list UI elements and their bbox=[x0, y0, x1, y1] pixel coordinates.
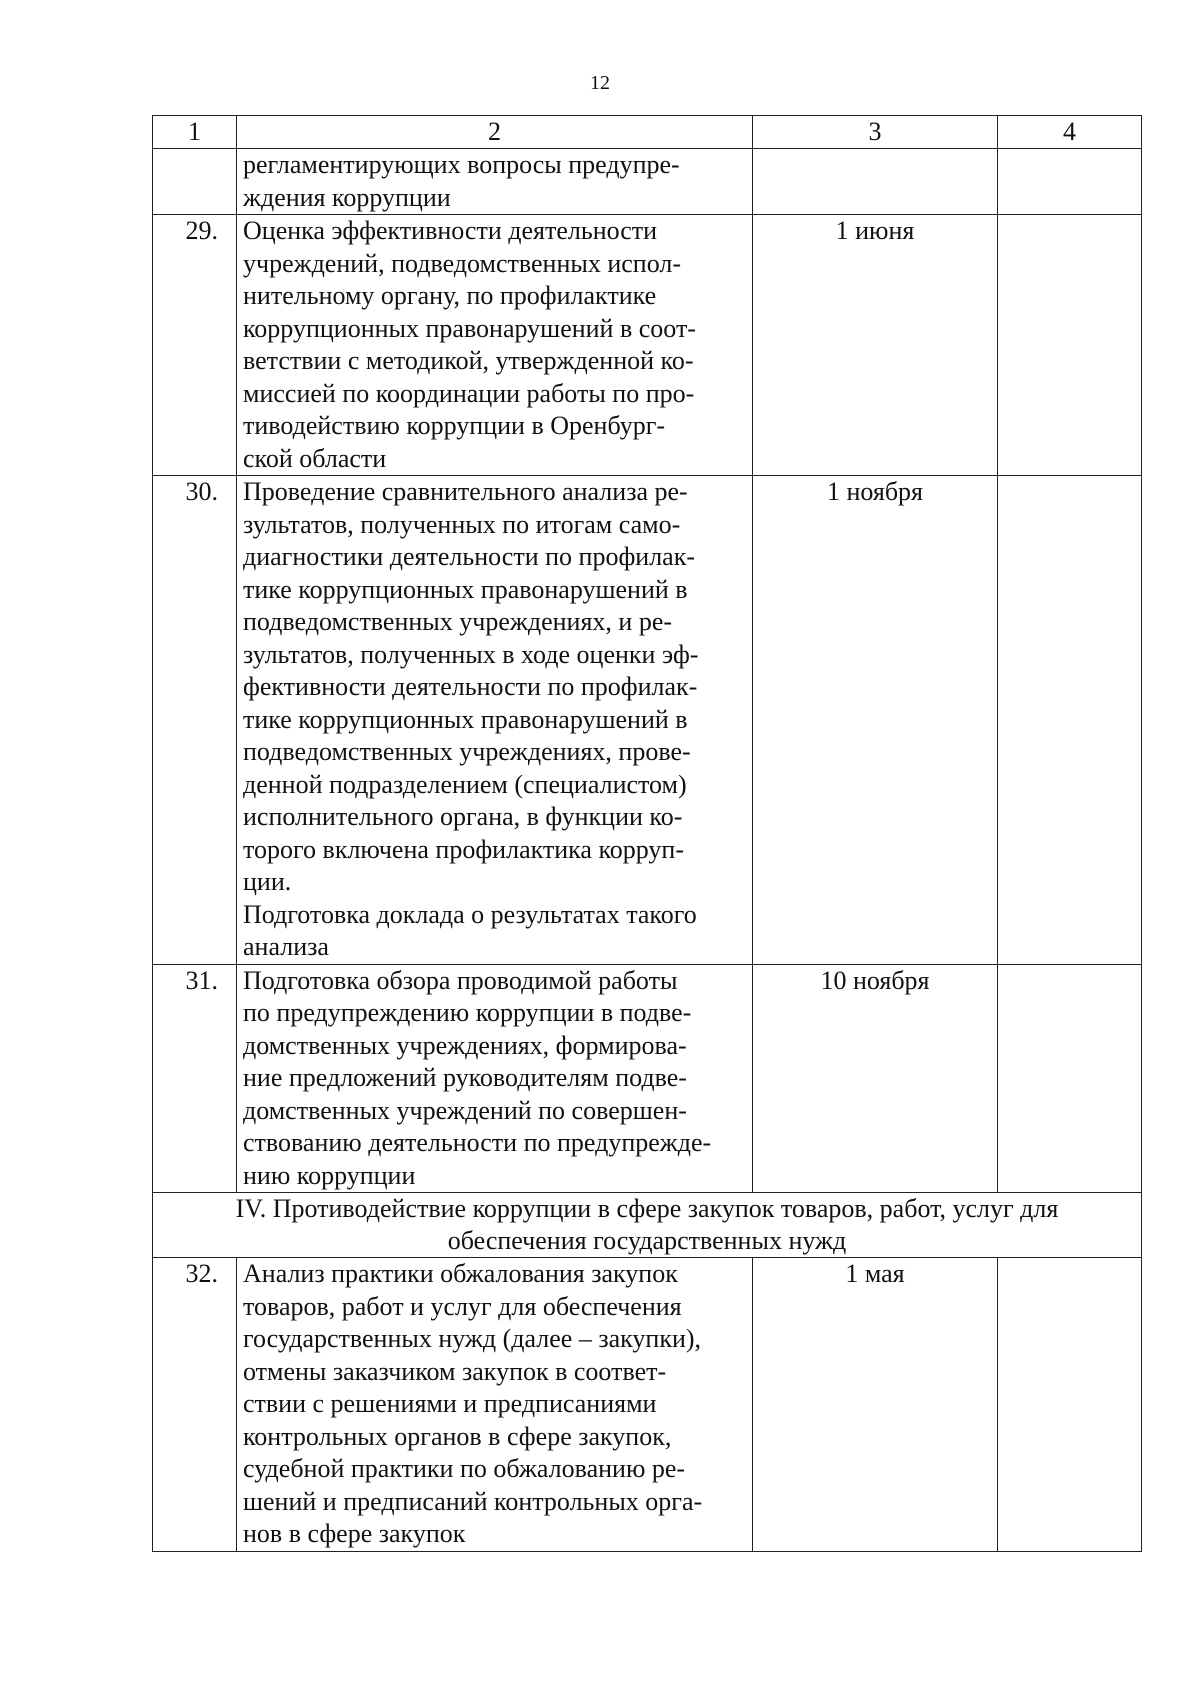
row-number: 32. bbox=[153, 1258, 237, 1552]
row-text-line: тике коррупционных правонарушений в bbox=[243, 574, 688, 604]
row-text-line: Анализ практики обжалования закупок bbox=[243, 1259, 678, 1288]
measures-table bbox=[152, 115, 1142, 1552]
row-date: 10 ноября bbox=[753, 964, 998, 1193]
row-text-line: ствии с решениями и предписаниями bbox=[243, 1389, 657, 1418]
row-text bbox=[237, 964, 753, 1193]
continuation-row bbox=[153, 149, 1142, 215]
row-text bbox=[237, 149, 753, 215]
column-header-4: 4 bbox=[998, 116, 1142, 149]
row-text-line: зультатов, полученных по итогам само- bbox=[243, 509, 681, 539]
row-text-line: тике коррупционных правонарушений в bbox=[243, 704, 688, 734]
row-text-line: анализа bbox=[243, 932, 329, 961]
table-row bbox=[153, 215, 1142, 476]
row-text-line: торого включена профилактика корруп- bbox=[243, 834, 684, 864]
row-text-line: учреждений, подведомственных испол- bbox=[243, 248, 682, 278]
table-row bbox=[153, 964, 1142, 1193]
row-text-line: Подготовка обзора проводимой работы bbox=[243, 965, 678, 995]
row-text-line: Оценка эффективности деятельности bbox=[243, 216, 658, 245]
row-date bbox=[753, 149, 998, 215]
row-text-line: регламентирующих вопросы предупре- bbox=[243, 150, 680, 179]
table-row bbox=[153, 476, 1142, 965]
row-text-line: подведомственных учреждениях, и ре- bbox=[243, 607, 673, 636]
row-note bbox=[998, 476, 1142, 965]
row-text-line: нов в сфере закупок bbox=[243, 1519, 466, 1548]
row-text-line: миссией по координации работы по про- bbox=[243, 378, 695, 408]
row-number: 29. bbox=[153, 215, 237, 476]
row-text bbox=[237, 1258, 753, 1552]
table-row bbox=[153, 1258, 1142, 1552]
row-text-line: зультатов, полученных в ходе оценки эф- bbox=[243, 639, 699, 669]
row-text-line: контрольных органов в сфере закупок, bbox=[243, 1421, 672, 1451]
row-text-line: диагностики деятельности по профилак- bbox=[243, 542, 696, 571]
row-text-line: фективности деятельности по профилак- bbox=[243, 672, 698, 701]
row-text-line: исполнительного органа, в функции ко- bbox=[243, 802, 683, 831]
section-heading-line: обеспечения государственных нужд bbox=[447, 1226, 847, 1255]
row-text-line: тиводействию коррупции в Оренбург- bbox=[243, 411, 666, 440]
row-number: 30. bbox=[153, 476, 237, 965]
row-number: 31. bbox=[153, 964, 237, 1193]
row-text bbox=[237, 476, 753, 965]
row-text-line: Проведение сравнительного анализа ре- bbox=[243, 477, 688, 506]
row-text-line: денной подразделением (специалистом) bbox=[243, 769, 687, 799]
row-text-line: коррупционных правонарушений в соот- bbox=[243, 313, 696, 343]
section-heading-line: IV. Противодействие коррупции в сфере закупок товаров, работ, услуг для bbox=[235, 1194, 1059, 1223]
row-text-line: домственных учреждений по совершен- bbox=[243, 1095, 687, 1125]
row-text bbox=[237, 215, 753, 476]
row-text-line: шений и предписаний контрольных орга- bbox=[243, 1486, 703, 1516]
row-text-line: судебной практики по обжалованию ре- bbox=[243, 1454, 686, 1483]
row-number bbox=[153, 149, 237, 215]
row-date: 1 мая bbox=[753, 1258, 998, 1552]
section-heading bbox=[153, 1193, 1142, 1258]
row-note bbox=[998, 149, 1142, 215]
column-header-3: 3 bbox=[753, 116, 998, 149]
row-text-line: ветствии с методикой, утвержденной ко- bbox=[243, 346, 694, 375]
row-note bbox=[998, 215, 1142, 476]
row-text-line: нительному органу, по профилактике bbox=[243, 281, 657, 310]
row-text-line: ние предложений руководителям подве- bbox=[243, 1063, 687, 1092]
row-date: 1 июня bbox=[753, 215, 998, 476]
row-text-line: Подготовка доклада о результатах такого bbox=[243, 899, 697, 929]
row-text-line: нию коррупции bbox=[243, 1160, 416, 1190]
row-note bbox=[998, 964, 1142, 1193]
row-text-line: подведомственных учреждениях, прове- bbox=[243, 737, 691, 766]
column-header-2: 2 bbox=[237, 116, 753, 149]
row-text-line: товаров, работ и услуг для обеспечения bbox=[243, 1291, 682, 1321]
row-text-line: ской области bbox=[243, 443, 387, 473]
row-date: 1 ноября bbox=[753, 476, 998, 965]
row-text-line: ждения коррупции bbox=[243, 182, 451, 212]
row-text-line: домственных учреждениях, формирова- bbox=[243, 1030, 687, 1060]
row-note bbox=[998, 1258, 1142, 1552]
table-body bbox=[153, 116, 1142, 1552]
table-header-row bbox=[153, 116, 1142, 149]
column-header-1: 1 bbox=[153, 116, 237, 149]
row-text-line: ции. bbox=[243, 867, 292, 896]
row-text-line: ствованию деятельности по предупрежде- bbox=[243, 1128, 712, 1157]
row-text-line: по предупреждению коррупции в подве- bbox=[243, 998, 692, 1027]
row-text-line: отмены заказчиком закупок в соответ- bbox=[243, 1356, 667, 1386]
page-number: 12 bbox=[590, 72, 610, 94]
section-heading-row bbox=[153, 1193, 1142, 1258]
row-text-line: государственных нужд (далее – закупки), bbox=[243, 1324, 702, 1353]
